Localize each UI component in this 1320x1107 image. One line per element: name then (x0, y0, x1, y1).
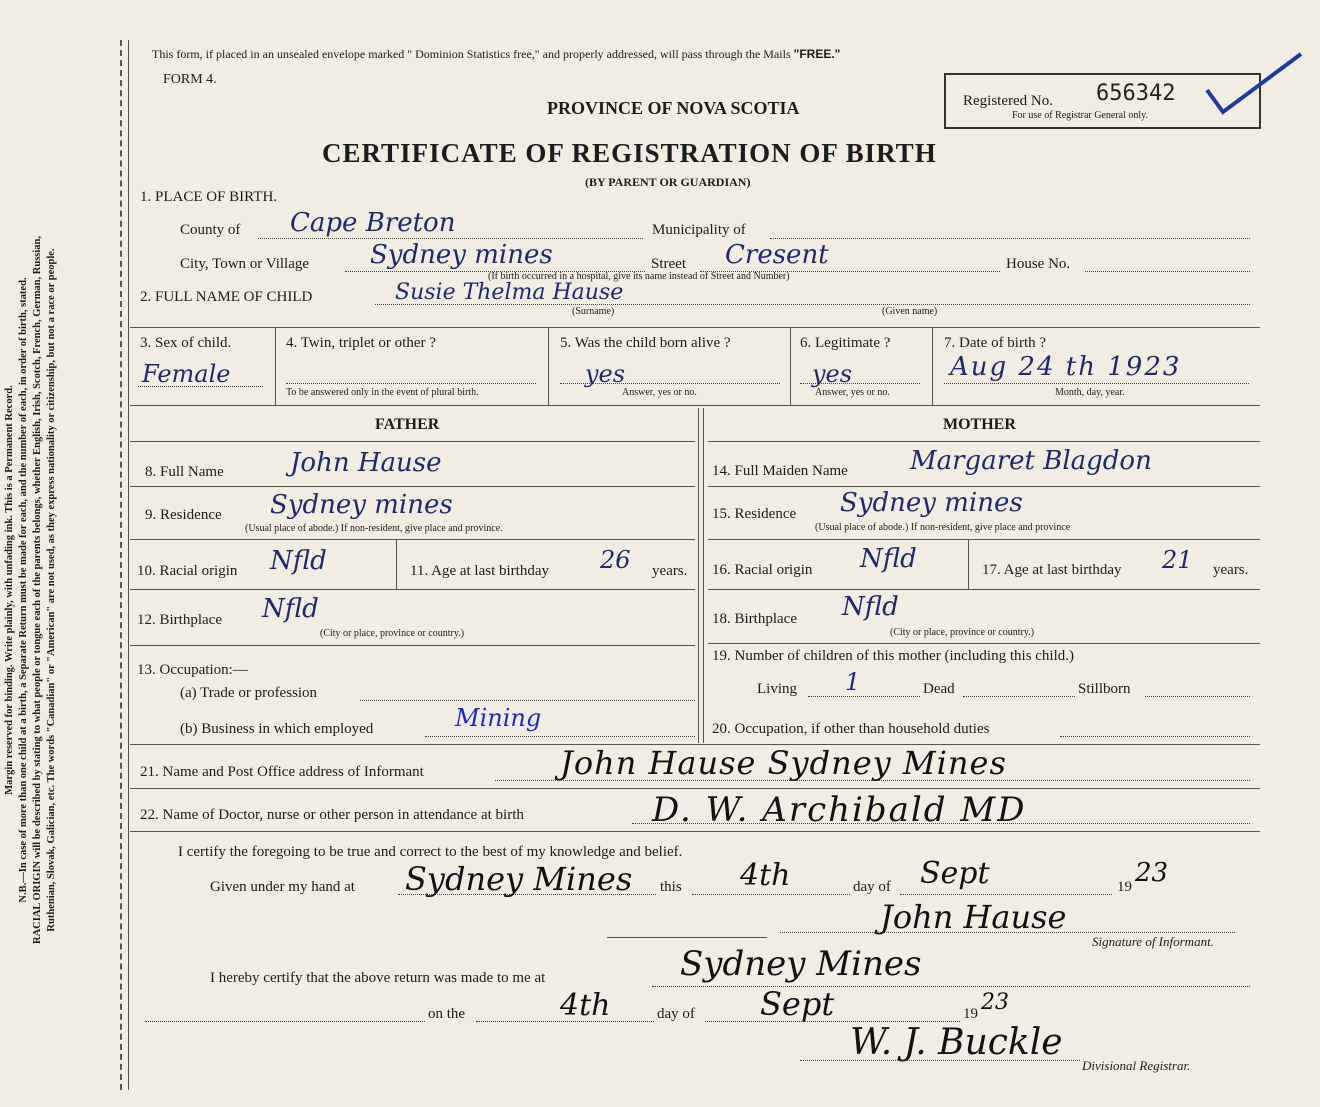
given-year-prefix: 19 (1117, 879, 1132, 895)
legit-note: Answer, yes or no. (815, 387, 890, 398)
registrar-month-value: Sept (760, 985, 835, 1023)
mother-res-line (708, 539, 1260, 540)
row3-div3 (790, 327, 791, 405)
mother-heading: MOTHER (943, 416, 1016, 433)
alive-label: 5. Was the child born alive ? (560, 335, 731, 351)
child-name-label: 2. FULL NAME OF CHILD (140, 289, 313, 305)
registrar-sig-caption: Divisional Registrar. (1082, 1058, 1191, 1073)
father-res-value: Sydney mines (270, 490, 453, 520)
mother-res-label: 15. Residence (712, 506, 797, 522)
living-label: Living (757, 681, 797, 697)
father-years: years. (652, 563, 688, 579)
dead-label: Dead (923, 681, 955, 697)
margin-line-2: N.B.—In case of more than one child at a birth, a Separate Return must be made for each, and the number of each, in order of birth, stated. (18, 277, 29, 903)
sex-value: Female (142, 360, 231, 388)
street-label: Street (651, 256, 686, 272)
alive-note: Answer, yes or no. (622, 387, 697, 398)
mother-name-value: Margaret Blagdon (910, 446, 1152, 476)
father-age-label: 11. Age at last birthday (410, 563, 549, 579)
registrar-place-value: Sydney Mines (680, 944, 922, 984)
mail-notice-free: "FREE." (793, 47, 841, 61)
mother-occ-label: 20. Occupation, if other than household duties (712, 721, 990, 737)
center-divider-a (698, 408, 699, 743)
alive-value: yes (585, 360, 626, 388)
registrar-year-value: 23 (981, 990, 1009, 1015)
living-line (808, 696, 920, 697)
registrar-lead-line (145, 1021, 425, 1022)
mother-children-label: 19. Number of children of this mother (including this child.) (712, 648, 1075, 664)
father-occ-b-label: (b) Business in which employed (180, 721, 374, 737)
father-birthplace-note: (City or place, province or country.) (320, 628, 465, 639)
registrar-place-line (652, 986, 1250, 987)
check-mark-icon (1205, 50, 1305, 125)
form-number: FORM 4. (163, 72, 217, 87)
given-day-value: 4th (740, 858, 791, 893)
hospital-note: (If birth occurred in a hospital, give its name instead of Street and Number) (488, 271, 790, 282)
margin-notes (3, 90, 93, 1090)
informant-sig-caption: Signature of Informant. (1092, 934, 1214, 949)
registrar-year-prefix: 19 (963, 1006, 978, 1022)
given-year-value: 23 (1135, 858, 1169, 888)
margin-line-1: Margin reserved for binding. Write plainly, with unfading ink. This is a Permanent Record. (4, 385, 15, 795)
row3-div2 (548, 327, 549, 405)
short-rule (607, 937, 767, 938)
father-name-line (130, 486, 695, 487)
mother-occ-line (1060, 736, 1250, 737)
mother-race-value: Nfld (860, 544, 917, 574)
mail-notice (152, 47, 840, 62)
city-label: City, Town or Village (180, 256, 310, 272)
father-occ-label: 13. Occupation:— (137, 662, 248, 678)
mother-race-line (708, 589, 1260, 590)
surname-caption: (Surname) (572, 306, 615, 317)
given-month-value: Sept (920, 856, 990, 891)
child-name-value: Susie Thelma Hause (395, 280, 624, 305)
mail-notice-text: This form, if placed in an unsealed envelope marked " Dominion Statistics free," and properly addressed, will pass through the Mails (152, 47, 794, 61)
registered-number: 656342 (1096, 81, 1176, 106)
form-left-border (128, 40, 129, 1090)
registered-note: For use of Registrar General only. (1012, 110, 1148, 121)
mother-birthplace-value: Nfld (842, 592, 899, 622)
municipality-label: Municipality of (652, 222, 746, 238)
father-occ-b-value: Mining (455, 704, 542, 732)
mother-birthplace-note: (City or place, province or country.) (890, 627, 1035, 638)
margin-line-3: RACIAL ORIGIN will be described by stating to what people or tongue each of the parents belongs, whether English, Irish, Scotch, French, German, Russian, (32, 235, 43, 945)
county-value: Cape Breton (290, 208, 456, 238)
sex-line (138, 386, 263, 387)
father-birthplace-label: 12. Birthplace (137, 612, 222, 628)
stillborn-line (1145, 696, 1250, 697)
father-occ-a-line (360, 700, 695, 701)
given-day-line (692, 894, 850, 895)
father-res-line (130, 539, 695, 540)
house-line (1085, 271, 1250, 272)
county-line (258, 238, 643, 239)
row3-bottom (130, 405, 1260, 406)
sex-label: 3. Sex of child. (140, 335, 232, 351)
row3-top (130, 327, 1260, 328)
father-res-label: 9. Residence (145, 507, 222, 523)
given-this-label: this (660, 879, 682, 895)
mother-age-value: 21 (1162, 546, 1193, 574)
heading-line-left (130, 441, 695, 442)
heading-line-right (708, 441, 1260, 442)
doctor-label: 22. Name of Doctor, nurse or other person in attendance at birth (140, 807, 524, 823)
dob-label: 7. Date of birth ? (944, 335, 1047, 351)
registrar-statement: I hereby certify that the above return was made to me at (210, 970, 546, 986)
legit-value: yes (812, 360, 853, 388)
father-age-value: 26 (600, 546, 631, 574)
mother-birthplace-label: 18. Birthplace (712, 611, 797, 627)
living-value: 1 (845, 668, 861, 696)
row3-div1 (275, 327, 276, 405)
street-value: Cresent (725, 240, 829, 270)
father-race-line (130, 589, 695, 590)
father-occ-a-label: (a) Trade or profession (180, 685, 318, 701)
informant-line (495, 780, 1250, 781)
registered-label: Registered No. (963, 93, 1053, 109)
certificate-subtitle: (BY PARENT OR GUARDIAN) (585, 175, 751, 189)
mother-years: years. (1213, 562, 1249, 578)
place-heading: 1. PLACE OF BIRTH. (140, 189, 278, 205)
father-res-note: (Usual place of abode.) If non-resident, give place and province. (245, 523, 503, 534)
legit-label: 6. Legitimate ? (800, 335, 891, 351)
twin-line (286, 383, 536, 384)
mother-birthplace-line (708, 643, 1260, 644)
mother-race-div (968, 539, 969, 589)
certificate-title: CERTIFICATE OF REGISTRATION OF BIRTH (322, 138, 937, 168)
given-place-value: Sydney Mines (405, 860, 633, 898)
legit-line (800, 383, 920, 384)
house-label: House No. (1006, 256, 1071, 272)
father-race-value: Nfld (270, 546, 327, 576)
county-label: County of (180, 222, 241, 238)
father-occ-b-line (425, 736, 695, 737)
dob-line (944, 383, 1249, 384)
informant-sig-line (780, 932, 1235, 933)
registrar-day-value: 4th (560, 988, 611, 1023)
city-value: Sydney mines (370, 240, 553, 270)
father-name-label: 8. Full Name (145, 464, 224, 480)
given-label: Given under my hand at (210, 879, 355, 895)
dob-note: Month, day, year. (1055, 387, 1125, 398)
registrar-on-label: on the (428, 1006, 466, 1022)
dead-line (963, 696, 1075, 697)
alive-line (560, 383, 780, 384)
registrar-sig-line (800, 1060, 1080, 1061)
row3-div4 (932, 327, 933, 405)
given-dayof-label: day of (853, 879, 891, 895)
province-heading: PROVINCE OF NOVA SCOTIA (547, 98, 800, 118)
doctor-line (632, 823, 1250, 824)
twin-label: 4. Twin, triplet or other ? (286, 335, 436, 351)
twin-note: To be answered only in the event of plural birth. (286, 387, 479, 398)
mother-age-label: 17. Age at last birthday (982, 562, 1122, 578)
given-caption: (Given name) (882, 306, 938, 317)
mother-name-line (708, 486, 1260, 487)
center-divider-b (703, 408, 704, 743)
mother-res-note: (Usual place of abode.) If non-resident, give place and province (815, 522, 1071, 533)
certify-statement: I certify the foregoing to be true and correct to the best of my knowledge and belief. (178, 844, 683, 860)
father-race-label: 10. Racial origin (137, 563, 238, 579)
given-month-line (900, 894, 1112, 895)
mother-name-label: 14. Full Maiden Name (712, 463, 848, 479)
informant-label: 21. Name and Post Office address of Informant (140, 764, 424, 780)
margin-line-4: Ruthenian, Slovak, Galician, etc. The words "Canadian" or "American" are not used, as they express nationality or citizenship, but not a race or people. (46, 248, 57, 932)
father-name-value: John Hause (290, 448, 442, 478)
informant-value: John Hause Sydney Mines (560, 744, 1007, 782)
stillborn-label: Stillborn (1078, 681, 1131, 697)
informant-signature: John Hause (880, 898, 1067, 936)
municipality-line (770, 238, 1250, 239)
father-heading: FATHER (375, 416, 440, 433)
father-birthplace-line (130, 645, 695, 646)
dob-value: Aug 24 th 1923 (950, 352, 1182, 382)
doctor-value: D. W. Archibald MD (652, 790, 1027, 830)
mother-res-value: Sydney mines (840, 488, 1023, 518)
doctor-bottom (130, 831, 1260, 832)
binding-cut-line (120, 40, 122, 1090)
mother-race-label: 16. Racial origin (712, 562, 813, 578)
informant-bottom (130, 788, 1260, 789)
father-birthplace-value: Nfld (262, 594, 319, 624)
registrar-signature: W. J. Buckle (850, 1022, 1063, 1063)
father-race-div (396, 539, 397, 589)
registrar-dayof-label: day of (657, 1006, 695, 1022)
